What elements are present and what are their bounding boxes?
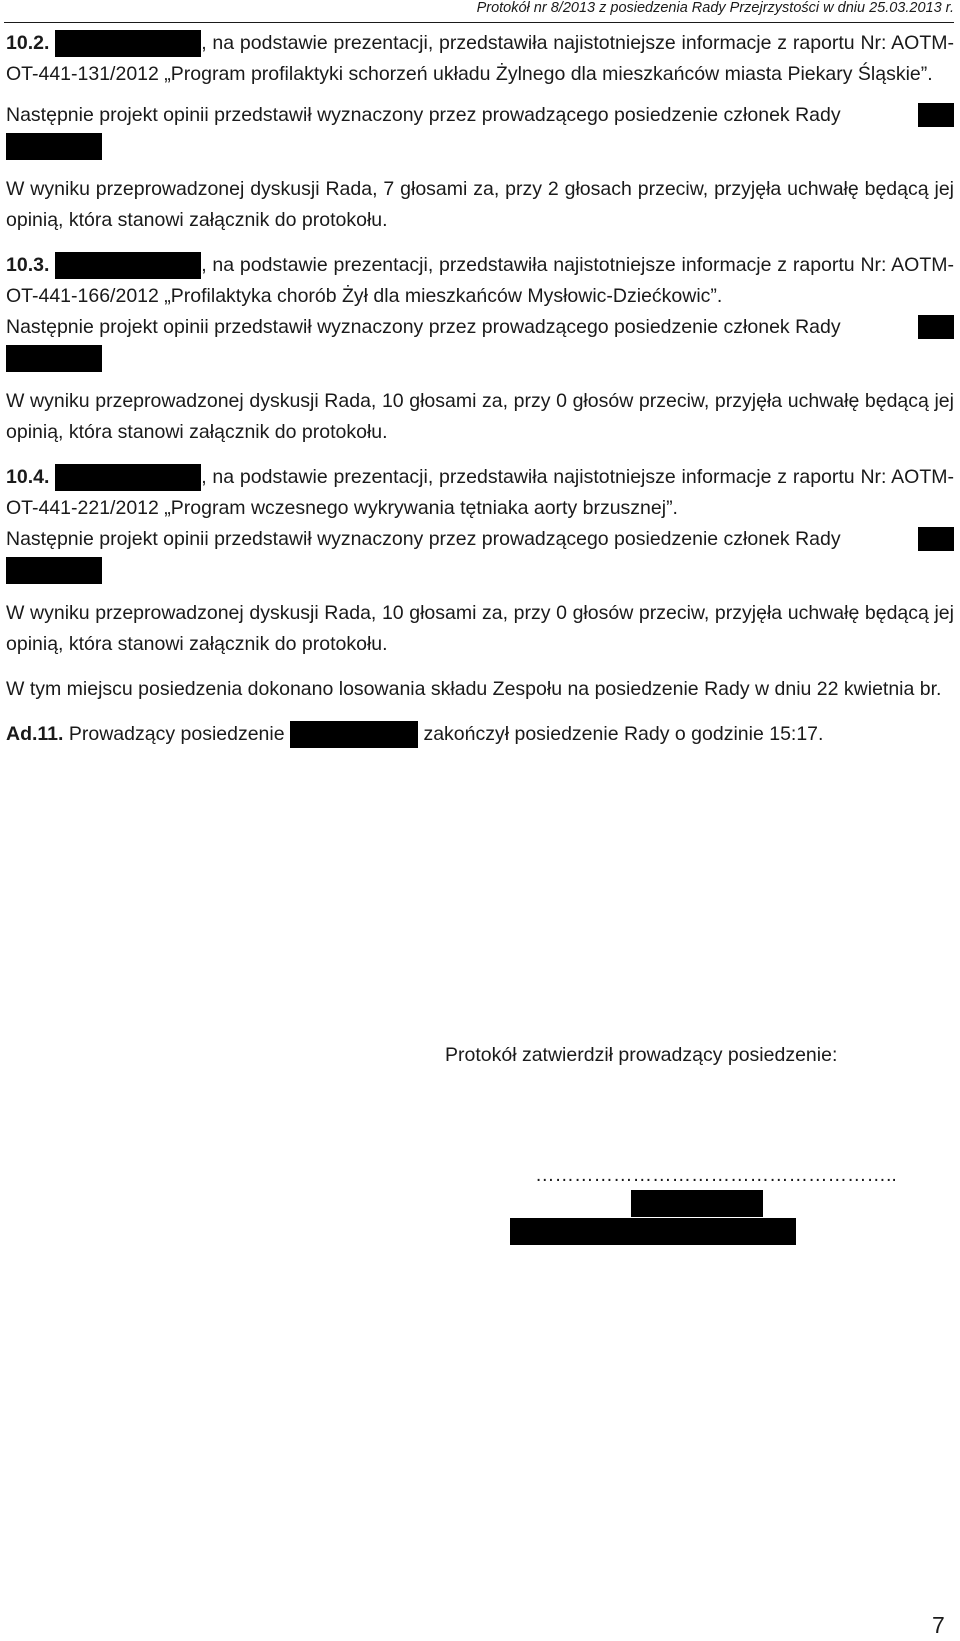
header-divider [4, 22, 954, 23]
item-text: , na podstawie prezentacji, przedstawiła najistotniejsze informacje z raportu Nr: AOTM-OT-441-166/2012 „Profilaktyka chorób Żył dla mieszkańców Mysłowic-Dziećkowic”. [6, 254, 954, 307]
item-number: 10.3. [6, 254, 50, 276]
project-text: Następnie projekt opinii przedstawił wyznaczony przez prowadzącego posiedzenie członek Rady [6, 528, 841, 550]
project-text: Następnie projekt opinii przedstawił wyznaczony przez prowadzącego posiedzenie członek Rady [6, 104, 841, 126]
signature-dots: ……………………………………………….. [535, 1164, 897, 1186]
signature-caption: Protokół zatwierdził prowadzący posiedzenie: [445, 1044, 838, 1066]
lottery-note: W tym miejscu posiedzenia dokonano losowania składu Zespołu na posiedzenie Rady w dniu 22 kwietnia br. [6, 678, 942, 700]
item-number: 10.2. [6, 32, 50, 54]
redacted-name [55, 252, 201, 279]
project-line [6, 100, 954, 160]
item-text: , na podstawie prezentacji, przedstawiła najistotniejsze informacje z raportu Nr: AOTM-OT-441-131/2012 „Program profilaktyki schorzeń układu Żylnego dla mieszkańców miasta Piekary Śląskie”. [6, 32, 954, 85]
closing-label: Ad.11. [6, 723, 64, 745]
redacted-name [918, 315, 954, 339]
project-line [6, 312, 954, 372]
closing-after: zakończył posiedzenie Rady o godzinie 15:17. [423, 723, 824, 745]
redacted-name [55, 464, 201, 491]
redacted-name [918, 103, 954, 127]
closing-line [6, 719, 954, 750]
page-header: Protokół nr 8/2013 z posiedzenia Rady Przejrzystości w dniu 25.03.2013 r. [476, 0, 954, 16]
redacted-signature-title [510, 1218, 796, 1245]
item-10-4 [6, 462, 954, 524]
vote-line: W wyniku przeprowadzonej dyskusji Rada, 10 głosami za, przy 0 głosów przeciw, przyjęła uchwałę będącą jej opinią, która stanowi załącznik do protokołu. [6, 602, 954, 655]
closing-before: Prowadzący posiedzenie [68, 723, 285, 745]
project-line [6, 524, 954, 584]
project-text: Następnie projekt opinii przedstawił wyznaczony przez prowadzącego posiedzenie członek Rady [6, 316, 841, 338]
item-number: 10.4. [6, 466, 50, 488]
vote-line: W wyniku przeprowadzonej dyskusji Rada, 7 głosami za, przy 2 głosach przeciw, przyjęła uchwałę będącą jej opinią, która stanowi załącznik do protokołu. [6, 178, 954, 231]
redacted-name [55, 30, 201, 57]
redacted-name [918, 527, 954, 551]
redacted-name [6, 133, 102, 160]
redacted-name [6, 557, 102, 584]
document-body [6, 28, 954, 750]
item-10-2 [6, 28, 954, 90]
item-text: , na podstawie prezentacji, przedstawiła najistotniejsze informacje z raportu Nr: AOTM-OT-441-221/2012 „Program wczesnego wykrywania tętniaka aorty brzusznej”. [6, 466, 954, 519]
page-number: 7 [932, 1612, 945, 1638]
item-10-3 [6, 250, 954, 312]
vote-line: W wyniku przeprowadzonej dyskusji Rada, 10 głosami za, przy 0 głosów przeciw, przyjęła uchwałę będącą jej opinią, która stanowi załącznik do protokołu. [6, 390, 954, 443]
redacted-signature-name [631, 1190, 763, 1217]
redacted-name [6, 345, 102, 372]
redacted-name [290, 721, 418, 748]
